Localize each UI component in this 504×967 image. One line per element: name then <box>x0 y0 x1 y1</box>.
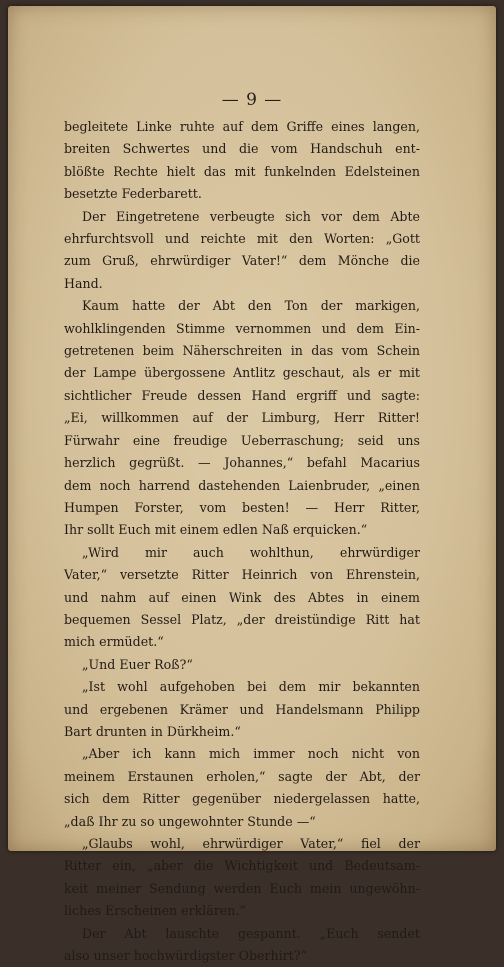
text-line: Bart drunten in Dürkheim.“ <box>64 723 241 739</box>
text-line: Kaum hatte der Abt den Ton der markigen, <box>82 298 420 314</box>
text-line: meinem Erstaunen erholen,“ sagte der Abt, der <box>64 768 420 784</box>
text-line: „Wird mir auch wohlthun, ehrwürdiger <box>82 544 420 560</box>
book-page <box>8 6 496 964</box>
text-line: sichtlicher Freude dessen Hand ergriff und sagte: <box>64 387 420 403</box>
text-line: ehrfurchtsvoll und reichte mit den Worten: „Gott <box>64 231 420 247</box>
text-line: dem noch harrend dastehenden Laienbruder, „einen <box>64 477 420 493</box>
text-line: keit meiner Sendung werden Euch mein ungewöhn- <box>64 880 420 896</box>
text-line: „daß Ihr zu so ungewohnter Stunde —“ <box>64 813 316 829</box>
text-line: der Lampe übergossene Antlitz geschaut, als er mit <box>64 365 420 381</box>
text-line: begleitete Linke ruhte auf dem Griffe eines langen, <box>64 119 420 134</box>
text-line: „Ist wohl aufgehoben bei dem mir bekannten <box>82 679 420 695</box>
text-line: Vater,“ versetzte Ritter Heinrich von Ehrenstein, <box>64 567 420 583</box>
text-line: Ritter ein, „aber die Wichtigkeit und Bedeutsam- <box>64 858 420 874</box>
text-line: und nahm auf einen Wink des Abtes in einem <box>64 589 420 605</box>
text-line: getretenen beim Näherschreiten in das vom Schein <box>64 343 420 359</box>
text-line: besetzte Federbarett. <box>64 186 202 202</box>
body-text <box>64 116 420 967</box>
text-line: „Aber ich kann mich immer noch nicht von <box>82 746 420 762</box>
text-line: liches Erscheinen erklären.“ <box>64 903 246 919</box>
text-line: herzlich gegrüßt. — Johannes,“ befahl Macarius <box>64 455 420 471</box>
text-line: sich dem Ritter gegenüber niedergelassen hatte, <box>64 791 420 807</box>
text-line: bequemen Sessel Platz, „der dreistündige Ritt hat <box>64 611 420 627</box>
text-line: breiten Schwertes und die vom Handschuh ent- <box>64 141 420 157</box>
text-line: blößte Rechte hielt das mit funkelnden Edelsteinen <box>64 163 420 179</box>
page-number: — 9 — <box>221 90 283 110</box>
text-line: Der Abt lauschte gespannt. „Euch sendet <box>82 925 420 941</box>
text-line: wohlklingenden Stimme vernommen und dem Ein- <box>64 320 420 336</box>
text-line: Fürwahr eine freudige Ueberraschung; seid uns <box>64 432 420 448</box>
text-line: mich ermüdet.“ <box>64 634 164 650</box>
text-line: „Ei, willkommen auf der Limburg, Herr Ritter! <box>64 410 420 426</box>
text-line: Ihr sollt Euch mit einem edlen Naß erquicken.“ <box>64 522 368 538</box>
text-line: „Und Euer Roß?“ <box>82 656 193 672</box>
text-line: Humpen Forster, vom besten! — Herr Ritter, <box>64 499 420 515</box>
text-line: „Glaubs wohl, ehrwürdiger Vater,“ fiel der <box>82 836 420 851</box>
text-line: Hand. <box>64 275 103 291</box>
text-line: zum Gruß, ehrwürdiger Vater!“ dem Mönche die <box>64 253 420 269</box>
text-line: also unser hochwürdigster Oberhirt?“ <box>64 948 307 964</box>
text-line: Der Eingetretene verbeugte sich vor dem Abte <box>82 208 420 224</box>
text-line: und ergebenen Krämer und Handelsmann Philipp <box>64 701 420 717</box>
